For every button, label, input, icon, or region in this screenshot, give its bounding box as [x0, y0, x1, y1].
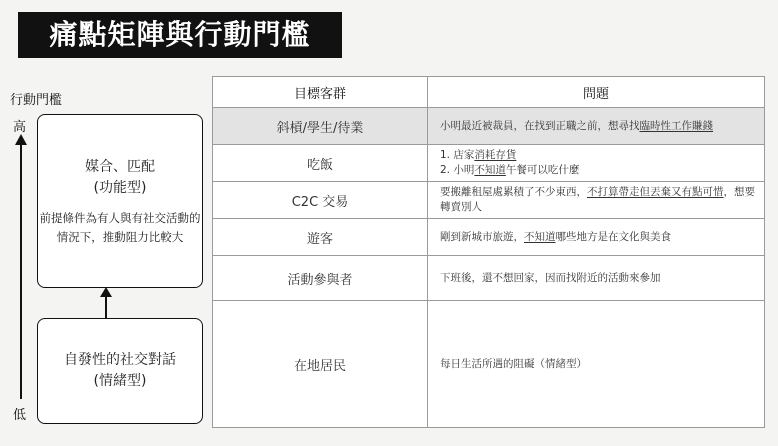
- table-row: [213, 256, 765, 301]
- functional-type: (功能型): [93, 180, 147, 196]
- functional-title: 媒合、匹配: [85, 159, 155, 175]
- issue-text: 要搬離租屋處累積了不少東西，: [440, 186, 587, 198]
- issue-highlight: 不知道: [524, 230, 556, 243]
- issue-cell: [428, 108, 765, 145]
- issue-highlight: 不打算帶走但丟棄又有點可惜: [587, 186, 724, 198]
- table-row: [213, 108, 765, 145]
- issue-cell: [428, 301, 765, 428]
- axis-line: [20, 144, 22, 399]
- functional-box: [37, 114, 203, 288]
- audience-cell: 遊客: [213, 219, 428, 256]
- issue-highlight: 不知道: [474, 164, 506, 176]
- table-row: [213, 301, 765, 428]
- issue-text: 午餐可以吃什麼: [505, 164, 580, 176]
- pain-point-table: [212, 76, 765, 428]
- issue-line-1: [440, 148, 764, 163]
- audience-cell: 在地居民: [213, 301, 428, 428]
- issue-text: 小明最近被裁員，在找到正職之前，想尋找: [440, 119, 640, 132]
- issue-text: 哪些地方是在文化與美食: [555, 230, 671, 243]
- page-title: 痛點矩陣與行動門檻: [18, 12, 342, 58]
- issue-highlight: 消耗存貨: [474, 149, 517, 161]
- issue-text: 2. 小明: [440, 164, 475, 176]
- table-row: [213, 182, 765, 219]
- axis-low-label: 低: [13, 408, 27, 423]
- axis-label: 行動門檻: [10, 93, 63, 108]
- issue-highlight: 臨時性工作賺錢: [639, 119, 713, 132]
- table-header-row: [213, 77, 765, 108]
- issue-line-2: [440, 163, 764, 178]
- emotional-type: (情緒型): [93, 373, 147, 389]
- emotional-box: [37, 318, 203, 424]
- axis-high-label: 高: [13, 120, 27, 135]
- issue-text: 下班後，還不想回家，因而找附近的活動來參加: [440, 271, 661, 284]
- audience-cell: 活動參與者: [213, 256, 428, 301]
- issue-text: 剛到新城市旅遊，: [440, 230, 524, 243]
- issue-cell: [428, 145, 765, 182]
- header-issue: 問題: [428, 77, 765, 108]
- issue-cell: [428, 182, 765, 219]
- issue-text: ，想要轉賣別人: [440, 186, 755, 213]
- emotional-title: 自發性的社交對話: [64, 352, 176, 368]
- header-audience: 目標客群: [213, 77, 428, 108]
- table-row: [213, 219, 765, 256]
- connector-line: [105, 295, 107, 319]
- audience-cell: C2C 交易: [213, 182, 428, 219]
- issue-text: 每日生活所遇的阻礙（情緒型）: [440, 357, 587, 370]
- audience-cell: 吃飯: [213, 145, 428, 182]
- functional-desc-1: 前提條件為有人與有社交活動的: [39, 211, 201, 225]
- issue-cell: [428, 219, 765, 256]
- issue-text: 1. 店家: [440, 149, 475, 161]
- functional-desc-2: 情況下，推動阻力比較大: [56, 230, 184, 244]
- table-row: [213, 145, 765, 182]
- issue-cell: [428, 256, 765, 301]
- audience-cell: 斜槓/學生/待業: [213, 108, 428, 145]
